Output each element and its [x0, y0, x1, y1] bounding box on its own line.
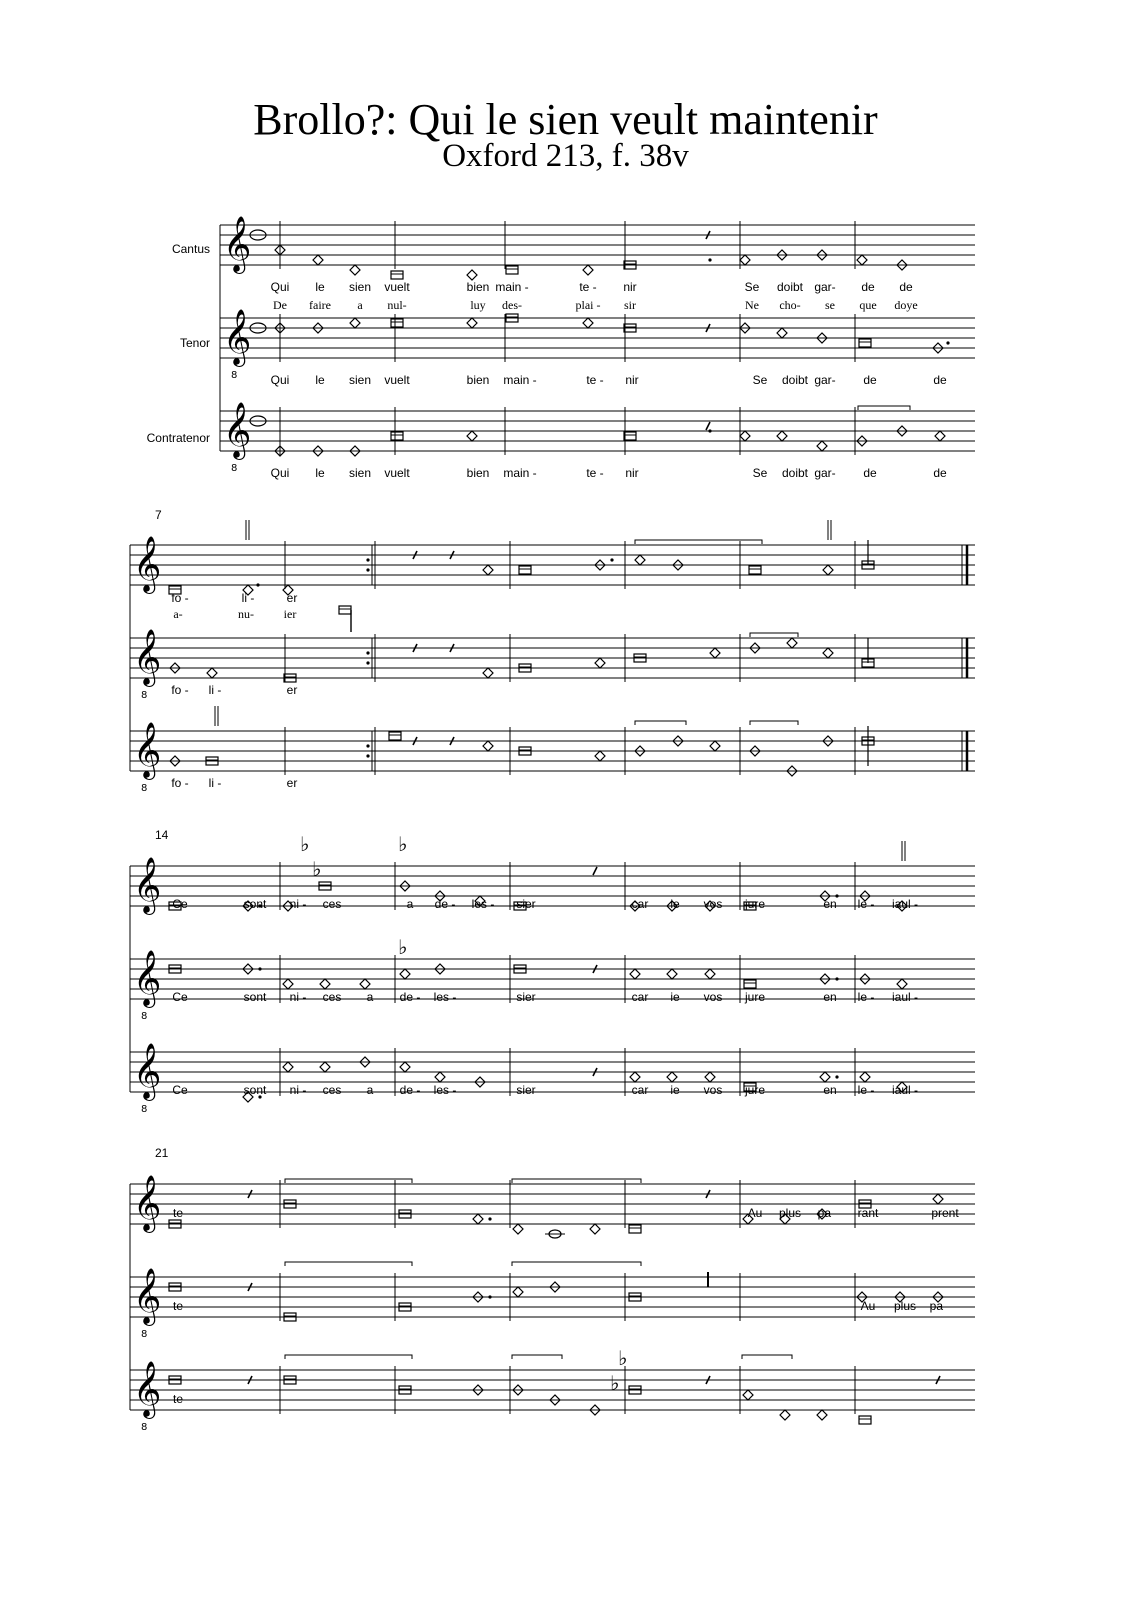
- lyric-syllable: main -: [503, 373, 537, 387]
- lyric-syllable: jure: [744, 990, 766, 1004]
- lyric-syllable: de: [933, 373, 947, 387]
- lyric-syllable: les -: [433, 990, 457, 1004]
- semibreve-note: [283, 979, 293, 989]
- lyric-syllable: plus: [778, 1206, 802, 1220]
- lyric-syllable: de: [933, 466, 947, 480]
- semibreve-note: [787, 638, 797, 648]
- lyric-syllable: li -: [208, 776, 222, 790]
- semibreve-note: [935, 431, 945, 441]
- lyric-syllable: vuelt: [384, 373, 410, 387]
- semibreve-note: [667, 969, 677, 979]
- semibreve-note: [400, 1062, 410, 1072]
- octave-marker: 8: [141, 1011, 148, 1022]
- lyric-syllable: te: [172, 1206, 184, 1220]
- measure-number-21: 21: [155, 1146, 169, 1160]
- lyric-syllable: car: [631, 990, 649, 1004]
- dot: [708, 429, 711, 432]
- lyric-syllable: Ce: [172, 1083, 188, 1097]
- lyric-syllable: Se: [744, 280, 760, 294]
- lyric-syllable: sien: [348, 280, 372, 294]
- lyric-syllable: vos: [703, 897, 723, 911]
- lyric-syllable: te -: [586, 373, 604, 387]
- lyric-syllable: sien: [348, 373, 372, 387]
- flat-sign: ♭: [610, 1371, 620, 1395]
- page-title: Brollo?: Qui le sien veult maintenir: [253, 95, 878, 144]
- semibreve-note: [777, 328, 787, 338]
- dot: [366, 661, 369, 664]
- lyric-syllable: ie: [670, 990, 680, 1004]
- treble-clef: 𝄞: [133, 1268, 162, 1324]
- lyric-syllable: a: [406, 897, 414, 911]
- breve-note: [749, 566, 761, 574]
- dot: [708, 258, 711, 261]
- semibreve-note: [710, 741, 720, 751]
- treble-clef: 𝄞: [133, 722, 162, 778]
- dot: [366, 568, 369, 571]
- lyric-syllable: les -: [471, 897, 495, 911]
- lyric-syllable: fo -: [171, 776, 189, 790]
- semibreve-note: [513, 1287, 523, 1297]
- semibreve-note: [483, 741, 493, 751]
- lyric-syllable: main -: [495, 280, 529, 294]
- breve-note: [339, 606, 351, 614]
- ligature-bracket: [285, 1179, 412, 1183]
- semibreve-note: [780, 1410, 790, 1420]
- semibreve-note: [473, 1214, 483, 1224]
- lyric-syllable: des-: [502, 298, 522, 312]
- lyric-syllable: sier: [516, 1083, 536, 1097]
- lyric-syllable: Se: [752, 466, 768, 480]
- lyric-syllable: vuelt: [384, 466, 410, 480]
- semibreve-note: [320, 1062, 330, 1072]
- semibreve-note: [207, 668, 217, 678]
- lyric-syllable: le -: [857, 1083, 875, 1097]
- lyric-syllable: iaul -: [891, 990, 919, 1004]
- page-subtitle: Oxford 213, f. 38v: [442, 138, 689, 174]
- lyric-syllable: li -: [208, 683, 222, 697]
- dot: [258, 967, 261, 970]
- treble-clef: 𝄞: [133, 629, 162, 685]
- semibreve-note: [820, 1072, 830, 1082]
- rest: [706, 422, 710, 430]
- lyric-syllable: nu-: [238, 607, 254, 621]
- lyric-syllable: sir: [624, 298, 636, 312]
- flat-sign: ♭: [312, 857, 322, 881]
- octave-marker: 8: [141, 783, 148, 794]
- dot: [366, 651, 369, 654]
- flat-sign: ♭: [398, 832, 408, 856]
- treble-clef: 𝄞: [133, 857, 162, 913]
- lyric-syllable: le: [315, 373, 325, 387]
- lyric-syllable: doibt: [781, 373, 809, 387]
- lyric-syllable: bien: [466, 373, 490, 387]
- breve-note: [506, 266, 518, 274]
- treble-clef: 𝄞: [133, 536, 162, 592]
- treble-clef: 𝄞: [133, 1043, 162, 1099]
- lyric-syllable: de -: [399, 990, 421, 1004]
- semibreve-note: [823, 565, 833, 575]
- voice-label-tenor: Tenor: [179, 336, 210, 350]
- octave-marker: 8: [141, 690, 148, 701]
- semibreve-note: [740, 431, 750, 441]
- lyric-syllable: faire: [309, 298, 331, 312]
- dot: [488, 1295, 491, 1298]
- dot: [366, 744, 369, 747]
- treble-clef: 𝄞: [223, 216, 252, 272]
- flat-sign: ♭: [398, 935, 408, 959]
- lyric-syllable: doye: [894, 298, 918, 312]
- octave-marker: 8: [231, 370, 238, 381]
- lyric-syllable: cho-: [779, 298, 801, 312]
- ligature-bracket: [750, 721, 798, 725]
- octave-marker: 8: [231, 463, 238, 474]
- lyric-syllable: car: [631, 1083, 649, 1097]
- lyric-syllable: le: [315, 466, 325, 480]
- lyric-syllable: fo -: [171, 683, 189, 697]
- treble-clef: 𝄞: [223, 402, 252, 458]
- lyric-syllable: vos: [703, 1083, 723, 1097]
- lyric-syllable: sier: [516, 990, 536, 1004]
- semibreve-note: [823, 648, 833, 658]
- lyric-syllable: bien: [466, 466, 490, 480]
- octave-marker: 8: [141, 1329, 148, 1340]
- ligature-bracket: [285, 1262, 412, 1266]
- lyric-syllable: ces: [322, 990, 342, 1004]
- semibreve-note: [513, 1224, 523, 1234]
- lyric-syllable: er: [286, 683, 298, 697]
- lyric-syllable: en: [823, 897, 837, 911]
- lyric-syllable: ni -: [289, 990, 307, 1004]
- semibreve-note: [467, 270, 477, 280]
- breve-note: [519, 566, 531, 574]
- ligature-bracket: [635, 721, 686, 725]
- dot: [610, 558, 613, 561]
- breve-note: [391, 319, 403, 327]
- lyric-syllable: jure: [744, 1083, 766, 1097]
- lyric-syllable: Ne: [745, 298, 759, 312]
- breve-note: [391, 432, 403, 440]
- lyric-syllable: sont: [243, 1083, 267, 1097]
- lyric-syllable: te: [172, 1392, 184, 1406]
- lyric-syllable: ces: [322, 897, 342, 911]
- semibreve-note: [467, 318, 477, 328]
- breve-note: [859, 1416, 871, 1424]
- semibreve-note: [710, 648, 720, 658]
- semibreve-note: [595, 751, 605, 761]
- semibreve-note: [860, 1072, 870, 1082]
- lyric-syllable: bien: [466, 280, 490, 294]
- lyric-syllable: vuelt: [384, 280, 410, 294]
- semibreve-note: [583, 318, 593, 328]
- treble-clef: 𝄞: [133, 1175, 162, 1231]
- ligature-bracket: [285, 1355, 412, 1359]
- dot: [366, 754, 369, 757]
- semibreve-note: [283, 1062, 293, 1072]
- lyric-syllable: sier: [516, 897, 536, 911]
- lyric-syllable: pa -: [817, 1206, 839, 1220]
- semibreve-note: [817, 1410, 827, 1420]
- voice-label-cantus: Cantus: [171, 242, 210, 256]
- lyric-syllable: Qui: [270, 280, 290, 294]
- semibreve-note: [635, 555, 645, 565]
- dot: [366, 558, 369, 561]
- semibreve-note: [583, 265, 593, 275]
- lyric-syllable: a: [357, 298, 363, 312]
- lyric-syllable: ier: [283, 607, 297, 621]
- semibreve-note: [705, 969, 715, 979]
- lyric-syllable: nir: [625, 373, 639, 387]
- lyric-syllable: de: [899, 280, 913, 294]
- semibreve-note: [817, 441, 827, 451]
- octave-marker: 8: [141, 1422, 148, 1433]
- lyric-syllable: ni -: [289, 897, 307, 911]
- dot: [835, 1075, 838, 1078]
- flat-sign: ♭: [300, 832, 310, 856]
- semibreve-note: [630, 969, 640, 979]
- lyric-syllable: sont: [243, 990, 267, 1004]
- lyric-syllable: de -: [399, 1083, 421, 1097]
- lyric-syllable: iaul -: [891, 1083, 919, 1097]
- lyric-syllable: de: [863, 466, 877, 480]
- lyric-syllable: te -: [586, 466, 604, 480]
- lyric-syllable: sont: [243, 897, 267, 911]
- lyric-syllable: le: [315, 280, 325, 294]
- dot: [256, 583, 259, 586]
- semibreve-note: [590, 1224, 600, 1234]
- lyric-syllable: plus: [893, 1299, 917, 1313]
- lyric-syllable: fo -: [171, 591, 189, 605]
- lyric-syllable: car: [631, 897, 649, 911]
- semibreve-note: [857, 255, 867, 265]
- measure-number-14: 14: [155, 828, 169, 842]
- lyric-syllable: li -: [241, 591, 255, 605]
- semibreve-note: [350, 318, 360, 328]
- lyric-syllable: de -: [434, 897, 456, 911]
- measure-number-7: 7: [155, 508, 162, 522]
- semibreve-note: [777, 431, 787, 441]
- lyric-syllable: en: [823, 1083, 837, 1097]
- ligature-bracket: [512, 1355, 562, 1359]
- lyric-syllable: ie: [670, 1083, 680, 1097]
- breve-note: [629, 1225, 641, 1233]
- semibreve-note: [435, 1072, 445, 1082]
- lyric-syllable: Ce: [172, 990, 188, 1004]
- semibreve-note: [595, 658, 605, 668]
- semibreve-note: [740, 255, 750, 265]
- dot: [946, 341, 949, 344]
- semibreve-note: [313, 255, 323, 265]
- lyric-syllable: nir: [623, 280, 637, 294]
- lyric-syllable: er: [286, 776, 298, 790]
- ligature-bracket: [858, 406, 910, 410]
- lyric-syllable: en: [823, 990, 837, 1004]
- ligature-bracket: [750, 633, 798, 637]
- semibreve-note: [360, 979, 370, 989]
- lyric-syllable: se: [825, 298, 835, 312]
- lyric-syllable: er: [286, 591, 298, 605]
- treble-clef: 𝄞: [133, 950, 162, 1006]
- lyric-syllable: a: [366, 990, 374, 1004]
- lyric-syllable: de: [861, 280, 875, 294]
- ligature-bracket: [512, 1262, 641, 1266]
- dot: [835, 977, 838, 980]
- treble-clef: 𝄞: [133, 1361, 162, 1417]
- lyric-syllable: vos: [703, 990, 723, 1004]
- breve-note: [744, 980, 756, 988]
- octave-marker: 8: [141, 1104, 148, 1115]
- lyric-syllable: prent: [931, 1206, 959, 1220]
- lyric-syllable: nul-: [387, 298, 407, 312]
- lyric-syllable: pa -: [929, 1299, 951, 1313]
- lyric-syllable: luy: [470, 298, 486, 312]
- lyric-syllable: Qui: [270, 373, 290, 387]
- semibreve-note: [743, 1390, 753, 1400]
- lyric-syllable: main -: [503, 466, 537, 480]
- lyric-syllable: le -: [857, 990, 875, 1004]
- breve-note: [389, 732, 401, 740]
- lyric-syllable: les -: [433, 1083, 457, 1097]
- breve-note: [859, 339, 871, 347]
- ligature-bracket: [512, 1179, 641, 1183]
- lyric-syllable: gar-: [814, 373, 836, 387]
- semibreve-note: [630, 1072, 640, 1082]
- lyric-syllable: doibt: [776, 280, 804, 294]
- lyric-syllable: ces: [322, 1083, 342, 1097]
- lyric-syllable: iaul -: [891, 897, 919, 911]
- lyric-syllable: te -: [579, 280, 597, 294]
- lyric-syllable: a-: [173, 607, 183, 621]
- lyric-syllable: sien: [348, 466, 372, 480]
- rest: [593, 867, 597, 875]
- semibreve-note: [467, 431, 477, 441]
- lyric-syllable: a: [366, 1083, 374, 1097]
- lyric-syllable: que: [859, 298, 877, 312]
- semibreve-note: [667, 1072, 677, 1082]
- lyric-syllable: le -: [857, 897, 875, 911]
- lyric-syllable: plai -: [575, 298, 601, 312]
- lyric-syllable: Qui: [270, 466, 290, 480]
- ligature-bracket: [742, 1355, 792, 1359]
- lyric-syllable: Au: [747, 1206, 763, 1220]
- voice-label-contratenor: Contratenor: [146, 431, 210, 445]
- semibreve-note: [705, 1072, 715, 1082]
- lyric-syllable: jure: [744, 897, 766, 911]
- lyric-syllable: ni -: [289, 1083, 307, 1097]
- ligature-bracket: [635, 540, 762, 544]
- flat-sign: ♭: [618, 1346, 628, 1370]
- lyric-syllable: te: [172, 1299, 184, 1313]
- treble-clef: 𝄞: [223, 309, 252, 365]
- lyric-syllable: De: [273, 298, 287, 312]
- lyric-syllable: Se: [752, 373, 768, 387]
- breve-note: [624, 432, 636, 440]
- lyric-syllable: gar-: [814, 280, 836, 294]
- lyric-syllable: doibt: [781, 466, 809, 480]
- lyric-syllable: Au: [860, 1299, 876, 1313]
- semibreve-note: [897, 979, 907, 989]
- lyric-syllable: ie: [670, 897, 680, 911]
- semibreve-note: [320, 979, 330, 989]
- lyric-syllable: rant: [857, 1206, 879, 1220]
- semibreve-note: [933, 1194, 943, 1204]
- lyric-syllable: nir: [625, 466, 639, 480]
- dot: [488, 1217, 491, 1220]
- semibreve-note: [400, 969, 410, 979]
- semibreve-note: [483, 565, 493, 575]
- breve-note: [391, 271, 403, 279]
- semibreve-note: [350, 265, 360, 275]
- lyric-syllable: Ce: [172, 897, 188, 911]
- lyric-syllable: gar-: [814, 466, 836, 480]
- semibreve-note: [483, 668, 493, 678]
- lyric-syllable: de: [863, 373, 877, 387]
